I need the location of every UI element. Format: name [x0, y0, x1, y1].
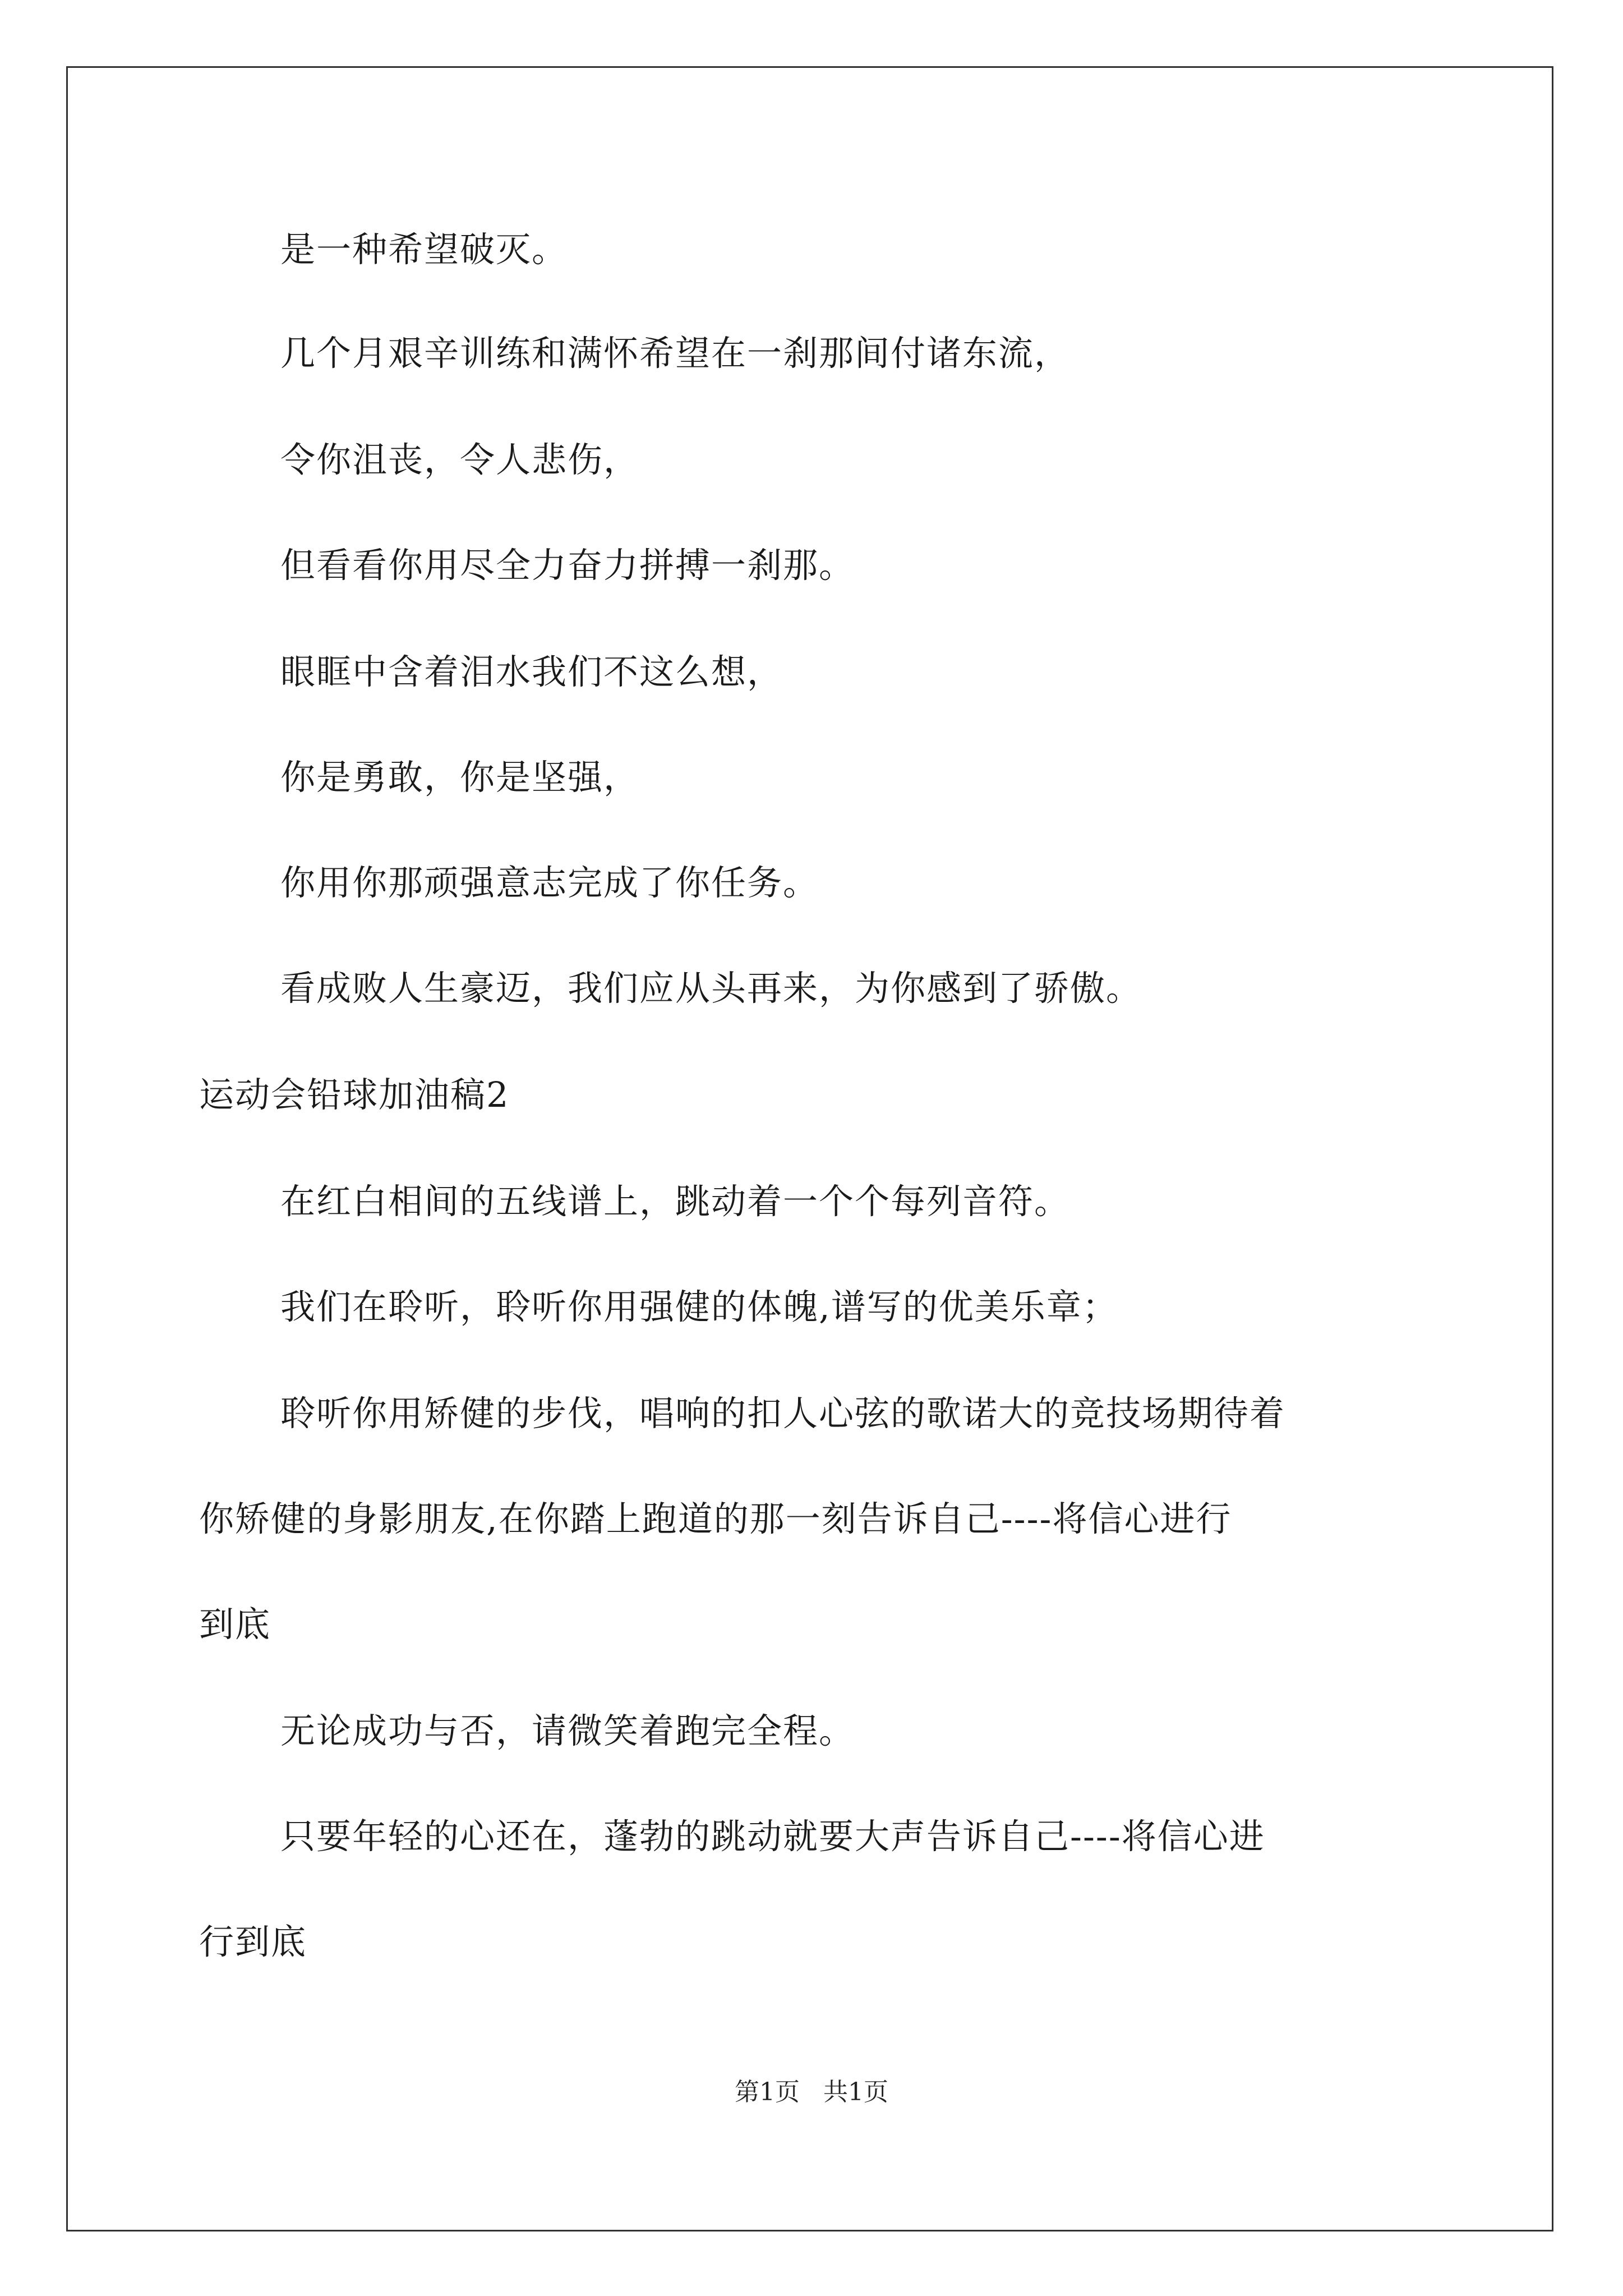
page-border — [66, 66, 1553, 2231]
text-line: 你矫健的身影朋友,在你踏上跑道的那一刻告诉自己----将信心进行 — [199, 1498, 1232, 1539]
text-line: 只要年轻的心还在，蓬勃的跳动就要大声告诉自己----将信心进 — [280, 1816, 1265, 1857]
text-line: 到底 — [199, 1604, 271, 1645]
text-line: 你用你那顽强意志完成了你任务。 — [280, 862, 819, 903]
text-line: 在红白相间的五线谱上，跳动着一个个每列音符。 — [280, 1181, 1071, 1222]
page-footer: 第1页 共1页 — [735, 2078, 888, 2106]
text-line: 眼眶中含着泪水我们不这么想， — [280, 651, 783, 692]
text-line: 你是勇敢，你是坚强， — [280, 757, 640, 798]
text-line: 无论成功与否，请微笑着跑完全程。 — [280, 1710, 855, 1751]
text-line: 聆听你用矫健的步伐，唱响的扣人心弦的歌诺大的竞技场期待着 — [280, 1393, 1286, 1434]
section-title: 运动会铅球加油稿2 — [199, 1074, 510, 1115]
text-line: 但看看你用尽全力奋力拼搏一刹那。 — [280, 545, 855, 586]
text-line: 是一种希望破灭。 — [280, 229, 568, 270]
text-line: 看成败人生豪迈，我们应从头再来，为你感到了骄傲。 — [280, 968, 1142, 1009]
text-line: 几个月艰辛训练和满怀希望在一刹那间付诸东流， — [280, 333, 1071, 374]
text-line: 我们在聆听，聆听你用强健的体魄,谱写的优美乐章； — [280, 1286, 1118, 1327]
text-line: 令你沮丧，令人悲伤， — [280, 439, 640, 480]
text-line: 行到底 — [199, 1921, 307, 1962]
